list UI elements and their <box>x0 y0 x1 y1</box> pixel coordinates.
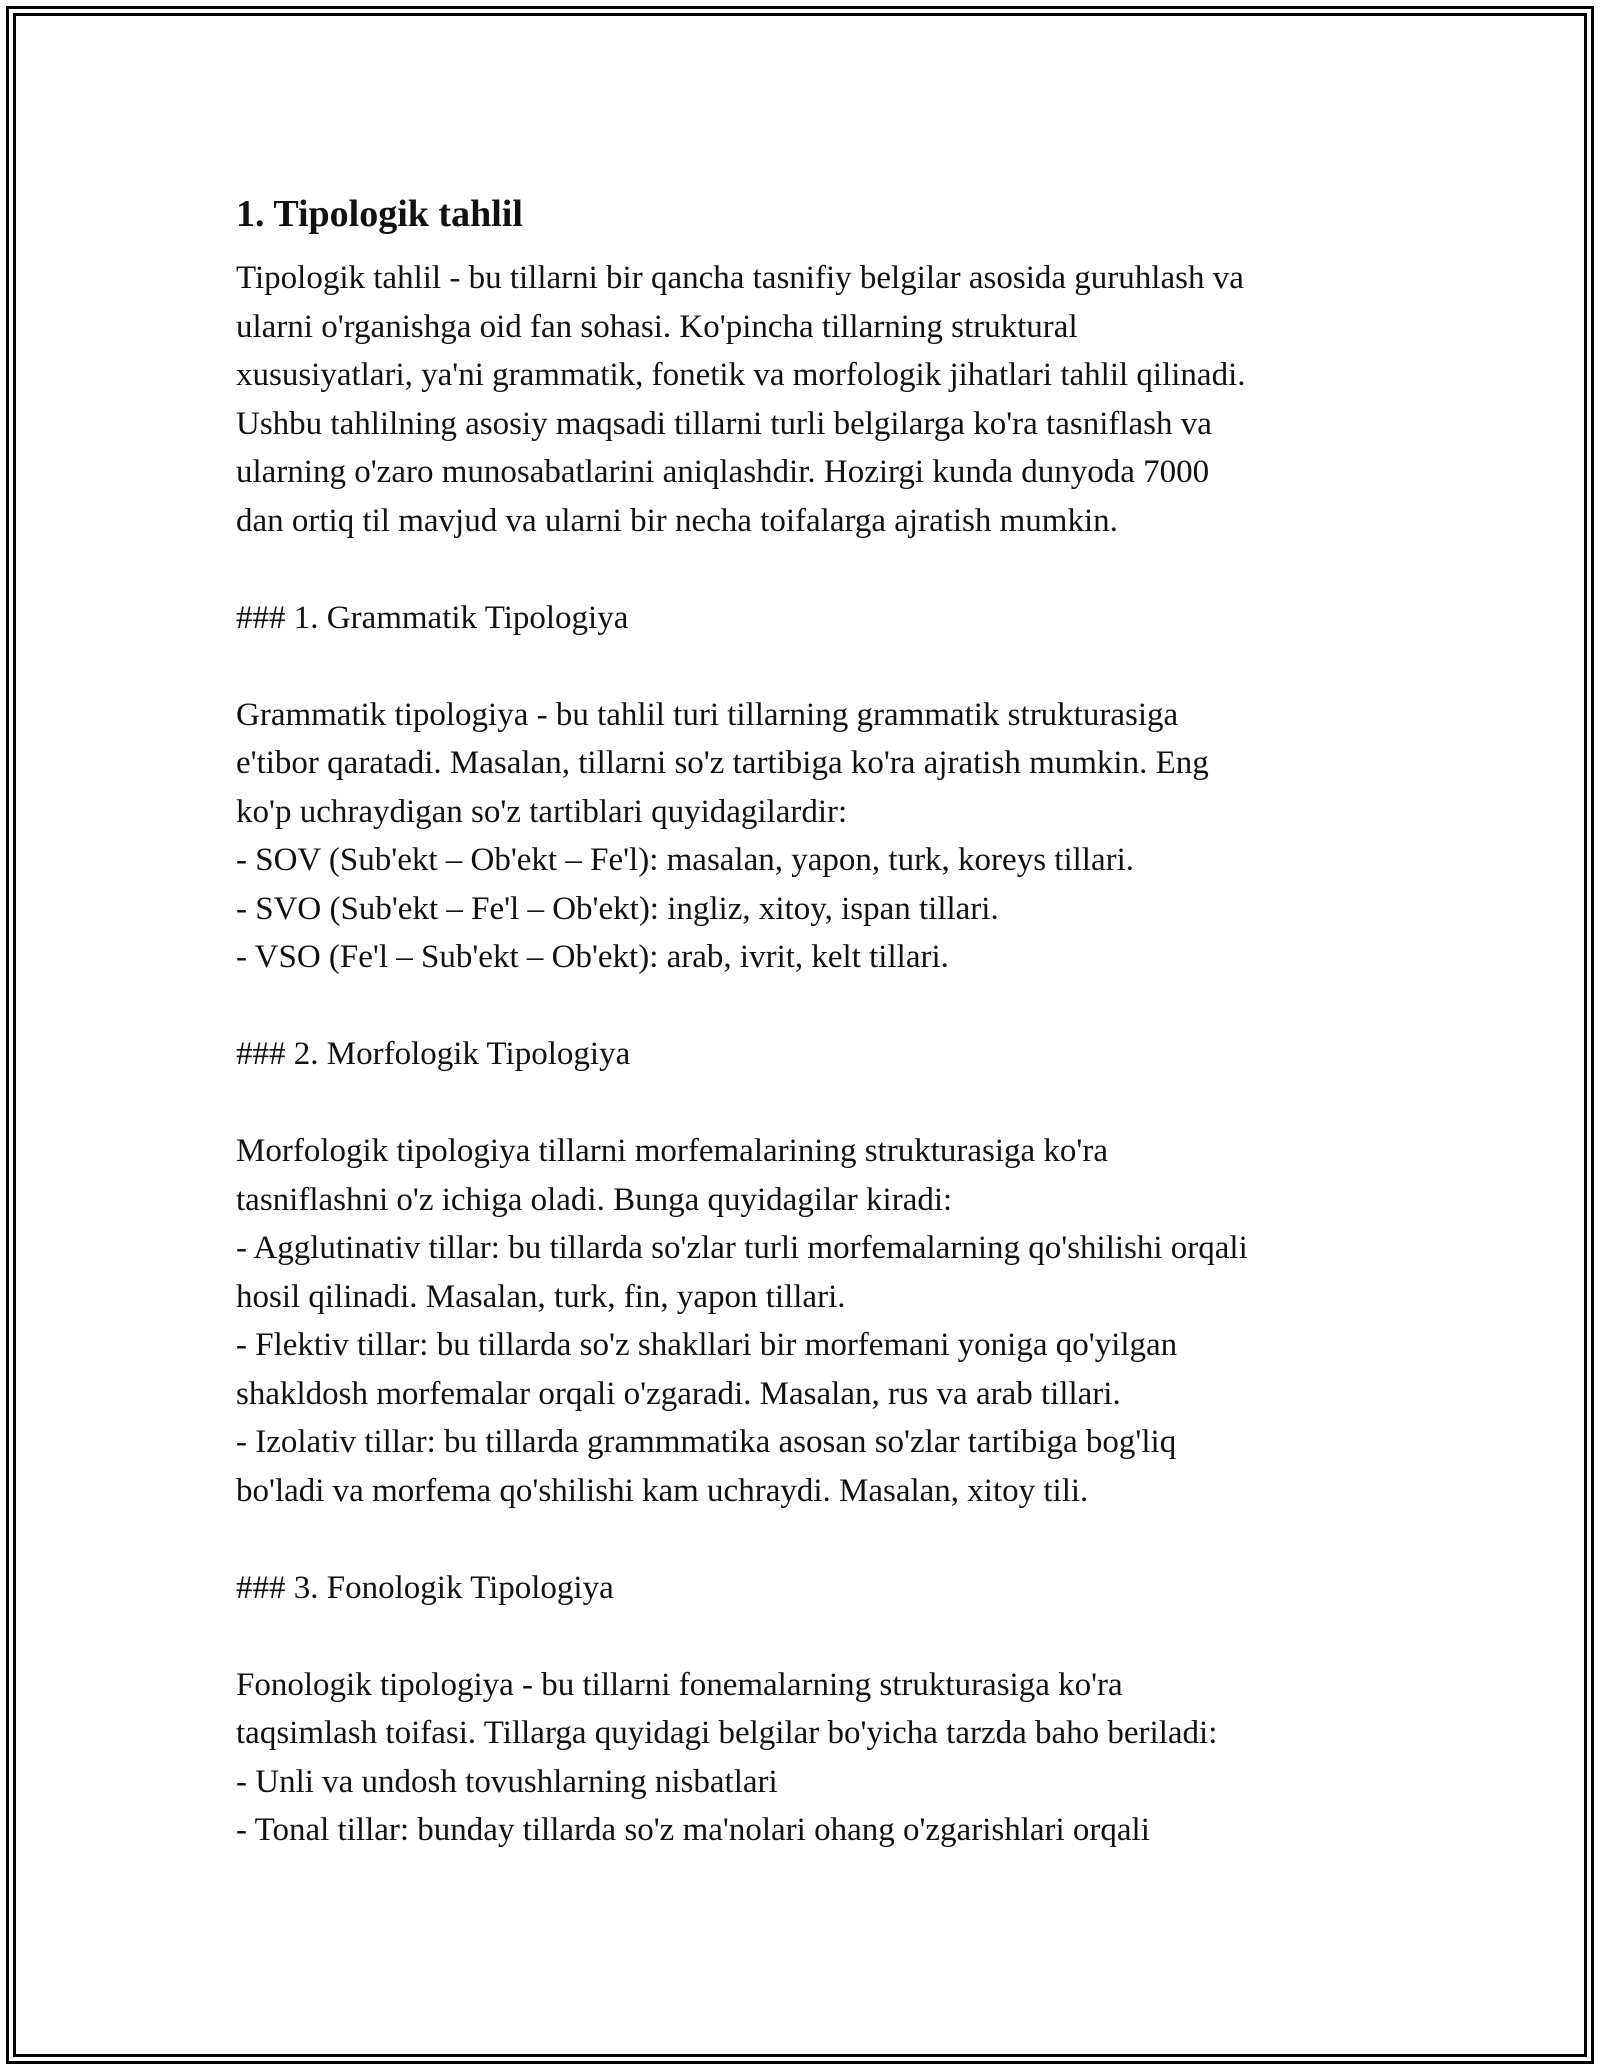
text-line: ularni o'rganishga oid fan sohasi. Ko'pincha tillarning struktural <box>236 308 1078 345</box>
list-item: - SOV (Sub'ekt – Ob'ekt – Fe'l): masalan, yapon, turk, koreys tillari. <box>236 842 1135 878</box>
spacer <box>236 642 1386 691</box>
list-item: - Unli va undosh tovushlarning nisbatlari <box>236 1763 778 1800</box>
section-heading: ### 1. Grammatik Tipologiya <box>236 599 629 636</box>
section-fonologik <box>236 1564 1386 1855</box>
spacer <box>236 545 1386 594</box>
list-item: - VSO (Fe'l – Sub'ekt – Ob'ekt): arab, ivrit, kelt tillari. <box>236 939 949 975</box>
intro-paragraph <box>236 254 1386 545</box>
text-line: Fonologik tipologiya - bu tillarni fonemalarning strukturasiga ko'ra <box>236 1666 1123 1703</box>
text-line: Tipologik tahlil - bu tillarni bir qancha tasnifiy belgilar asosida guruhlash va <box>236 260 1244 296</box>
document-body <box>236 186 1386 1855</box>
spacer <box>236 982 1386 1031</box>
spacer <box>236 1612 1386 1661</box>
page-title: 1. Tipologik tahlil <box>236 193 523 235</box>
section-morfologik <box>236 1030 1386 1515</box>
text-line: xususiyatlari, ya'ni grammatik, fonetik va morfologik jihatlari tahlil qilinadi. <box>236 357 1246 393</box>
text-line: tasniflashni o'z ichiga oladi. Bunga quyidagilar kiradi: <box>236 1181 953 1218</box>
text-line: ularning o'zaro munosabatlarini aniqlashdir. Hozirgi kunda dunyoda 7000 <box>236 454 1210 490</box>
text-line: Morfologik tipologiya tillarni morfemalarining strukturasiga ko'ra <box>236 1133 1109 1169</box>
section-grammatik <box>236 594 1386 982</box>
list-item: - Flektiv tillar: bu tillarda so'z shakllari bir morfemani yoniga qo'yilgan <box>236 1327 1178 1363</box>
text-line: Grammatik tipologiya - bu tahlil turi tillarning grammatik strukturasiga <box>236 696 1179 733</box>
list-item: - Agglutinativ tillar: bu tillarda so'zlar turli morfemalarning qo'shilishi orqali <box>236 1230 1248 1266</box>
text-line: taqsimlash toifasi. Tillarga quyidagi belgilar bo'yicha tarzda baho beriladi: <box>236 1715 1218 1751</box>
text-line: shakldosh morfemalar orqali o'zgaradi. Masalan, rus va arab tillari. <box>236 1375 1121 1412</box>
text-line: Ushbu tahlilning asosiy maqsadi tillarni turli belgilarga ko'ra tasniflash va <box>236 405 1212 442</box>
list-item: - Izolativ tillar: bu tillarda grammmatika asosan so'zlar tartibiga bog'liq <box>236 1424 1177 1460</box>
list-item: - Tonal tillar: bunday tillarda so'z ma'nolari ohang o'zgarishlari orqali <box>236 1812 1150 1848</box>
text-line: ko'p uchraydigan so'z tartiblari quyidagilardir: <box>236 793 848 830</box>
spacer <box>236 1079 1386 1128</box>
section-heading: ### 3. Fonologik Tipologiya <box>236 1569 614 1606</box>
text-line: bo'ladi va morfema qo'shilishi kam uchraydi. Masalan, xitoy tili. <box>236 1472 1089 1509</box>
list-item: - SVO (Sub'ekt – Fe'l – Ob'ekt): ingliz, xitoy, ispan tillari. <box>236 890 999 927</box>
text-line: dan ortiq til mavjud va ularni bir necha toifalarga ajratish mumkin. <box>236 502 1118 539</box>
text-line: e'tibor qaratadi. Masalan, tillarni so'z tartibiga ko'ra ajratish mumkin. Eng <box>236 745 1209 781</box>
section-heading: ### 2. Morfologik Tipologiya <box>236 1036 631 1072</box>
spacer <box>236 1515 1386 1564</box>
text-line: hosil qilinadi. Masalan, turk, fin, yapon tillari. <box>236 1278 846 1315</box>
